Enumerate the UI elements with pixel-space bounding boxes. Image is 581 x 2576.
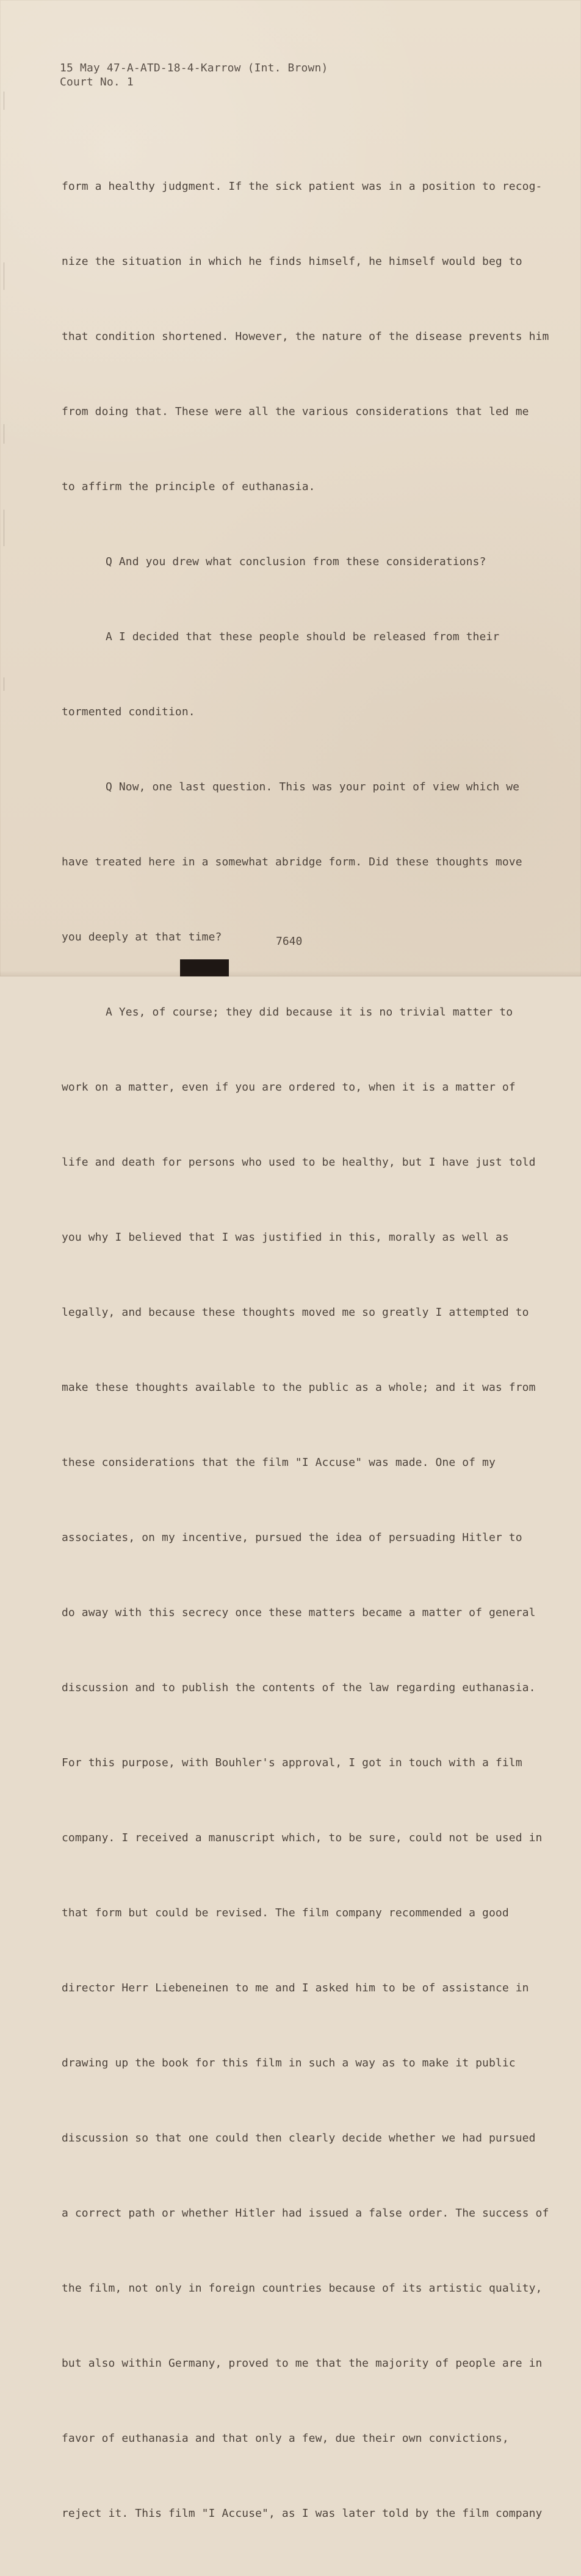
question-line-1: Q And you drew what conclusion from these considerations? bbox=[106, 555, 486, 568]
body-line-19: associates, on my incentive, pursued the idea of persuading Hitler to bbox=[62, 1531, 522, 1544]
document-header bbox=[60, 61, 328, 89]
body-line-5: to affirm the principle of euthanasia. bbox=[62, 480, 316, 493]
body-line-29: the film, not only in foreign countries because of its artistic quality, bbox=[62, 2282, 543, 2295]
body-line-4: from doing that. These were all the various considerations that led me bbox=[62, 405, 529, 418]
body-line-32: reject it. This film "I Accuse", as I was later told by the film company bbox=[62, 2507, 543, 2520]
body-line-18: these considerations that the film "I Accuse" was made. One of my bbox=[62, 1456, 496, 1469]
body-line-3: that condition shortened. However, the nature of the disease prevents him bbox=[62, 330, 549, 343]
body-line-15: you why I believed that I was justified in this, morally as well as bbox=[62, 1231, 509, 1244]
body-line-28: a correct path or whether Hitler had issued a false order. The success of bbox=[62, 2207, 549, 2220]
answer-line-2: A Yes, of course; they did because it is no trivial matter to bbox=[106, 1006, 513, 1019]
body-line-23: company. I received a manuscript which, to be sure, could not be used in bbox=[62, 1831, 543, 1844]
body-line-13: work on a matter, even if you are ordered to, when it is a matter of bbox=[62, 1081, 516, 1094]
answer-line-1: A I decided that these people should be released from their bbox=[106, 630, 500, 643]
question-line-2: Q Now, one last question. This was your point of view which we bbox=[106, 781, 520, 793]
body-line-16: legally, and because these thoughts moved me so greatly I attempted to bbox=[62, 1306, 529, 1319]
body-line-14: life and death for persons who used to be healthy, but I have just told bbox=[62, 1156, 536, 1169]
body-line-11: you deeply at that time? bbox=[62, 931, 222, 943]
bottom-paper-shadow bbox=[0, 970, 581, 976]
body-line-31: favor of euthanasia and that only a few, due their own convictions, bbox=[62, 2432, 509, 2445]
body-line-30: but also within Germany, proved to me that the majority of people are in bbox=[62, 2357, 543, 2370]
body-line-17: make these thoughts available to the public as a whole; and it was from bbox=[62, 1381, 536, 1394]
body-line-25: director Herr Liebeneinen to me and I asked him to be of assistance in bbox=[62, 1982, 529, 1994]
header-line-2: Court No. 1 bbox=[60, 76, 134, 88]
body-line-10: have treated here in a somewhat abridge form. Did these thoughts move bbox=[62, 856, 522, 868]
body-line-1: form a healthy judgment. If the sick patient was in a position to recog- bbox=[62, 180, 543, 193]
body-line-22: For this purpose, with Bouhler's approval, I got in touch with a film bbox=[62, 1756, 522, 1769]
body-line-8: tormented condition. bbox=[62, 705, 195, 718]
page-number: 7640 bbox=[276, 935, 303, 948]
body-line-24: that form but could be revised. The film company recommended a good bbox=[62, 1907, 509, 1919]
body-line-21: discussion and to publish the contents of the law regarding euthanasia. bbox=[62, 1681, 536, 1694]
body-line-27: discussion so that one could then clearly decide whether we had pursued bbox=[62, 2132, 536, 2145]
header-line-1: 15 May 47-A-ATD-18-4-Karrow (Int. Brown) bbox=[60, 62, 328, 74]
transcript-body bbox=[62, 124, 549, 2576]
body-line-26: drawing up the book for this film in such a way as to make it public bbox=[62, 2057, 516, 2069]
body-line-20: do away with this secrecy once these matters became a matter of general bbox=[62, 1606, 536, 1619]
body-line-2: nize the situation in which he finds himself, he himself would beg to bbox=[62, 255, 522, 268]
